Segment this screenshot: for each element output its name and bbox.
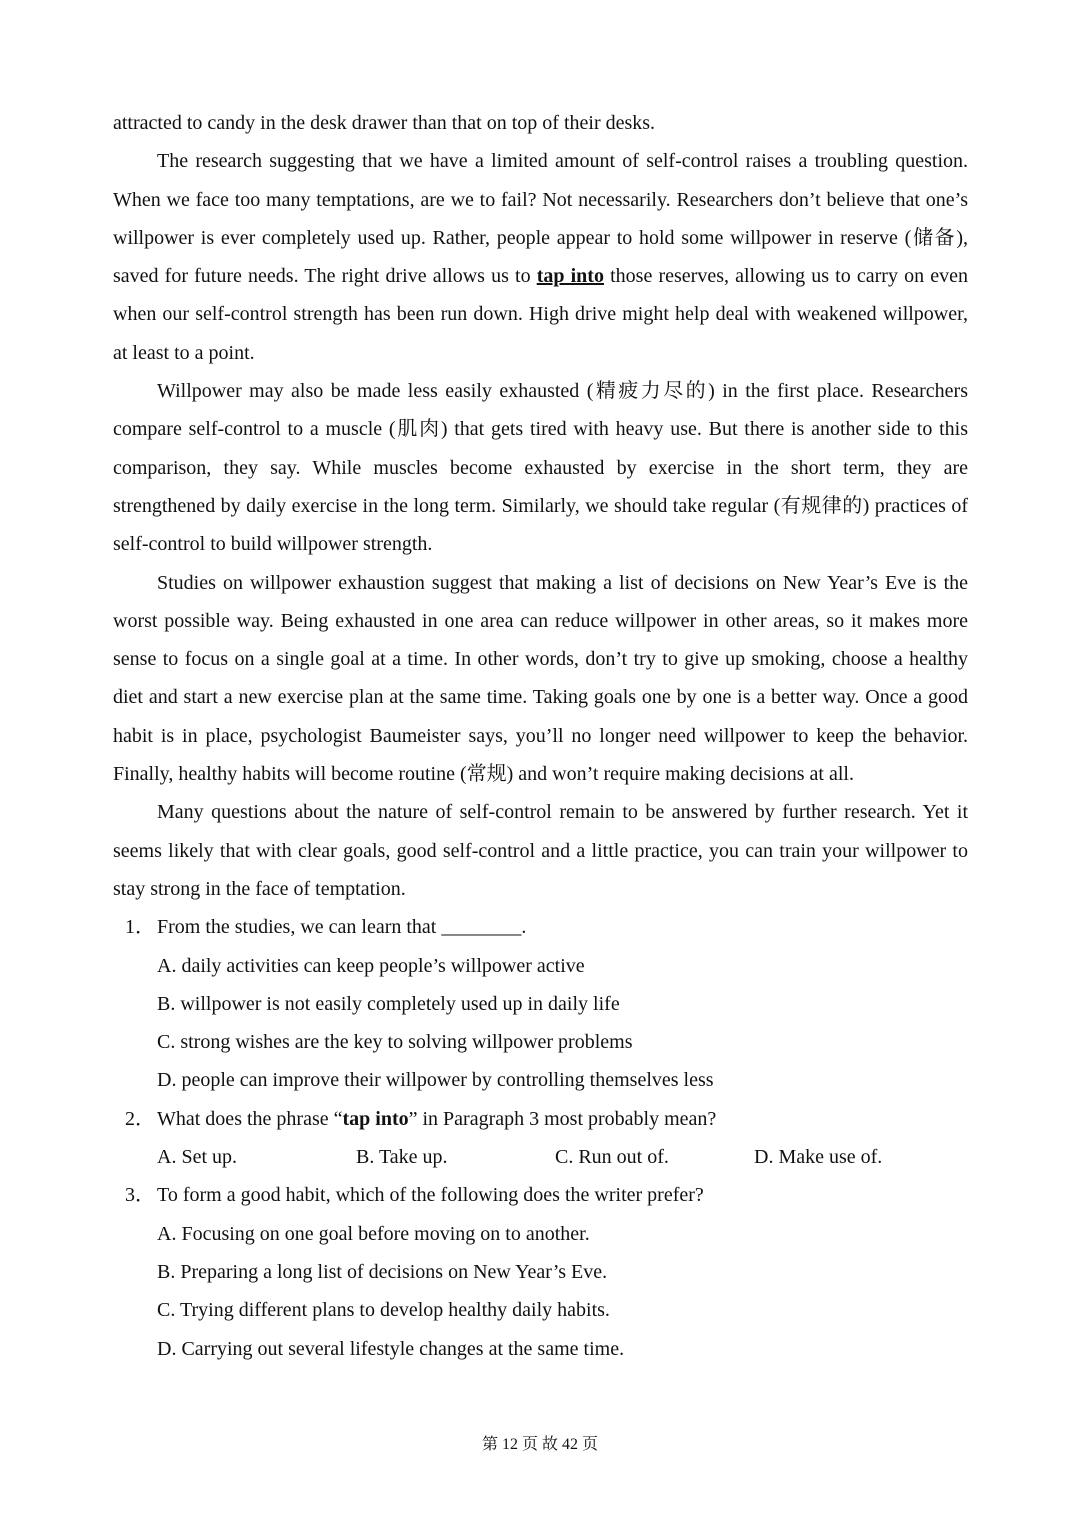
option-b: B. Take up. [356,1146,448,1169]
paragraph-exhaustion: Studies on willpower exhaustion suggest that making a list of decisions on New Year’s Eve is the worst possible way. Being exhausted in one area can reduce willpower in other areas, so it makes more sense to focus on a single goal at a time. In other words, don’t try to give up smoking, choose a healthy diet and start a new exercise plan at the same time. Taking goals one by one is a better way. Once a good habit is in place, psychologist Baumeister says, you’ll no longer need willpower to keep the behavior. Finally, healthy habits will become routine (常规) and won’t require making decisions at all. [113,571,968,786]
question-stem-text-1: What does the phrase “ [157,1107,343,1130]
question-2 [113,1100,968,1177]
question-number: 3． [125,1184,155,1207]
question-stem: To form a good habit, which of the following does the writer prefer? [157,1184,704,1207]
keyword-tap-into: tap into [536,265,604,288]
option-a: A. daily activities can keep people’s willpower active [157,954,585,977]
option-a: A. Focusing on one goal before moving on to another. [157,1222,590,1245]
option-d: D. people can improve their willpower by controlling themselves less [157,1069,714,1092]
option-a: A. Set up. [157,1146,237,1169]
question-stem [157,1100,716,1138]
paragraph-continuation: attracted to candy in the desk drawer than that on top of their desks. [113,112,656,134]
option-d: D. Carrying out several lifestyle changes at the same time. [157,1337,625,1360]
question-stem-text-2: ” in Paragraph 3 most probably mean? [408,1107,717,1130]
option-b: B. Preparing a long list of decisions on New Year’s Eve. [157,1260,608,1283]
question-3 [113,1176,968,1367]
question-stem: From the studies, we can learn that ________. [157,916,527,939]
option-d: D. Make use of. [754,1146,883,1169]
paragraph-reserve-text-2: those reserves, allowing us to carry on even when our self-control strength has been run down. High drive might help deal with weakened willpower, at least to a point. [113,265,968,364]
option-c: C. strong wishes are the key to solving willpower problems [157,1031,633,1054]
question-1 [113,908,968,1099]
question-number: 1． [125,916,155,939]
document-body [113,104,968,1368]
question-keyword: tap into [342,1107,409,1130]
options-row [113,1138,968,1176]
paragraph-conclusion: Many questions about the nature of self-control remain to be answered by further research. Yet it seems likely that with clear goals, good self-control and a little practice, you can train your willpower to stay strong in the face of temptation. [113,801,968,900]
paragraph-muscle: Willpower may also be made less easily exhausted (精疲力尽的) in the first place. Researchers compare self-control to a muscle (肌肉) that gets tired with heavy use. But there is another side to this comparison, they say. While muscles become exhausted by exercise in the short term, they are strengthened by daily exercise in the long term. Similarly, we should take regular (有规律的) practices of self-control to build willpower strength. [113,380,968,556]
option-c: C. Trying different plans to develop healthy daily habits. [157,1299,610,1322]
paragraph-reserve-text-1: The research suggesting that we have a limited amount of self-control raises a troubling question. When we face too many temptations, are we to fail? Not necessarily. Researchers don’t believe that one’s willpower is ever completely used up. Rather, people appear to hold some willpower in reserve (储备), saved for future needs. The right drive allows us to [113,150,968,288]
question-number: 2． [125,1107,155,1130]
option-b: B. willpower is not easily completely used up in daily life [157,992,620,1015]
page-number-footer: 第 12 页 故 42 页 [481,1436,598,1453]
option-c: C. Run out of. [555,1146,669,1169]
paragraph-reserve [113,142,968,372]
